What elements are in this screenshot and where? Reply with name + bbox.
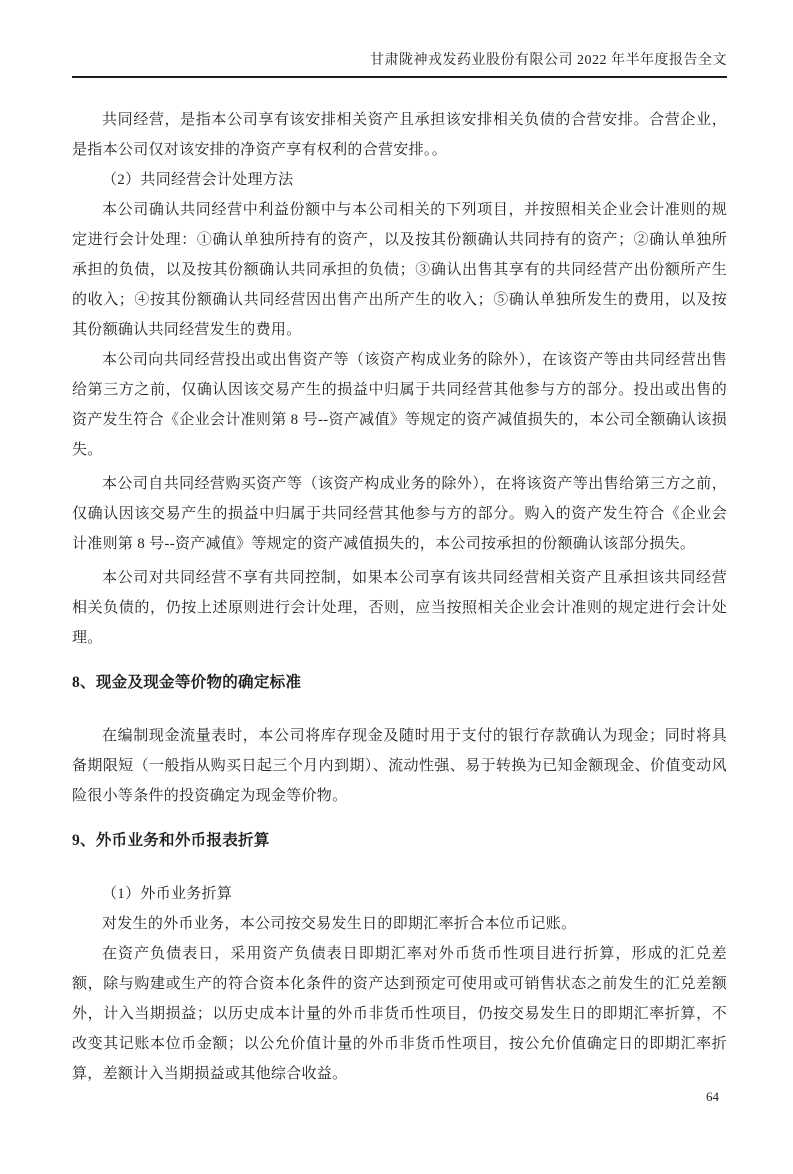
paragraph-foreign-currency-bookkeeping: 对发生的外币业务，本公司按交易发生日的即期汇率折合本位币记账。 xyxy=(102,916,577,932)
paragraph-joint-operation-recognition: 本公司确认共同经营中利益份额中与本公司相关的下列项目，并按照相关企业会计准则的规定进行会计处理：①确认单独所持有的资产，以及按其份额确认共同持有的资产；②确认单独所承担的负债，以及按其份额确认共同承担的负债；③确认出售其享有的共同经营产出份额所产生的收入；④按其份额确认共同经营因出售产出所产生的收入；⑤确认单独所发生的费用，以及按其份额确认共同经营发生的费用。 xyxy=(72,202,727,338)
paragraph-asset-contribution-or-sale: 本公司向共同经营投出或出售资产等（该资产构成业务的除外），在该资产等由共同经营出售给第三方之前，仅确认因该交易产生的损益中归属于共同经营其他参与方的部分。投出或出售的资产发生符合《企业会计准则第 8 号--资产减值》等规定的资产减值损失的，本公司全额确认该损失。 xyxy=(72,352,727,458)
paragraph-cash-flow-statement: 在编制现金流量表时，本公司将库存现金及随时用于支付的银行存款确认为现金；同时将具备期限短（一般指从购买日起三个月内到期）、流动性强、易于转换为已知金额现金、价值变动风险很小等条件的投资确定为现金等价物。 xyxy=(72,728,727,804)
paragraph-no-joint-control: 本公司对共同经营不享有共同控制，如果本公司享有该共同经营相关资产且承担该共同经营相关负债的，仍按上述原则进行会计处理，否则，应当按照相关企业会计准则的规定进行会计处理。 xyxy=(72,570,727,646)
paragraph-item-1-foreign-currency-translation: （1）外币业务折算 xyxy=(102,886,233,902)
section-heading-8-cash-equivalents: 8、现金及现金等价物的确定标准 xyxy=(72,674,302,691)
paragraph-balance-sheet-date-translation: 在资产负债表日，采用资产负债表日即期汇率对外币货币性项目进行折算，形成的汇兑差额，除与购建或生产的符合资本化条件的资产达到预定可使用或可销售状态之前发生的汇兑差额外，计入当期损益；以历史成本计量的外币非货币性项目，仍按交易发生日的即期汇率折算，不改变其记账本位币金额；以公允价值计量的外币非货币性项目，按公允价值确定日的即期汇率折算，差额计入当期损益或其他综合收益。 xyxy=(72,946,727,1082)
section-heading-9-foreign-currency: 9、外币业务和外币报表折算 xyxy=(72,832,270,849)
paragraph-joint-operation-definition: 共同经营，是指本公司享有该安排相关资产且承担该安排相关负债的合营安排。合营企业，是指本公司仅对该安排的净资产享有权利的合营安排。。 xyxy=(72,112,727,158)
document-body xyxy=(72,105,727,1089)
paragraph-item-2-accounting-method: （2）共同经营会计处理方法 xyxy=(102,172,294,188)
page-number: 64 xyxy=(706,1089,719,1104)
paragraph-asset-purchase: 本公司自共同经营购买资产等（该资产构成业务的除外），在将该资产等出售给第三方之前，仅确认因该交易产生的损益中归属于共同经营其他参与方的部分。购入的资产发生符合《企业会计准则第 8 号--资产减值》等规定的资产减值损失的，本公司按承担的份额确认该部分损失。 xyxy=(72,476,727,552)
page-header-title: 甘肃陇神戎发药业股份有限公司 2022 年半年度报告全文 xyxy=(72,52,727,78)
report-page xyxy=(0,52,793,1174)
